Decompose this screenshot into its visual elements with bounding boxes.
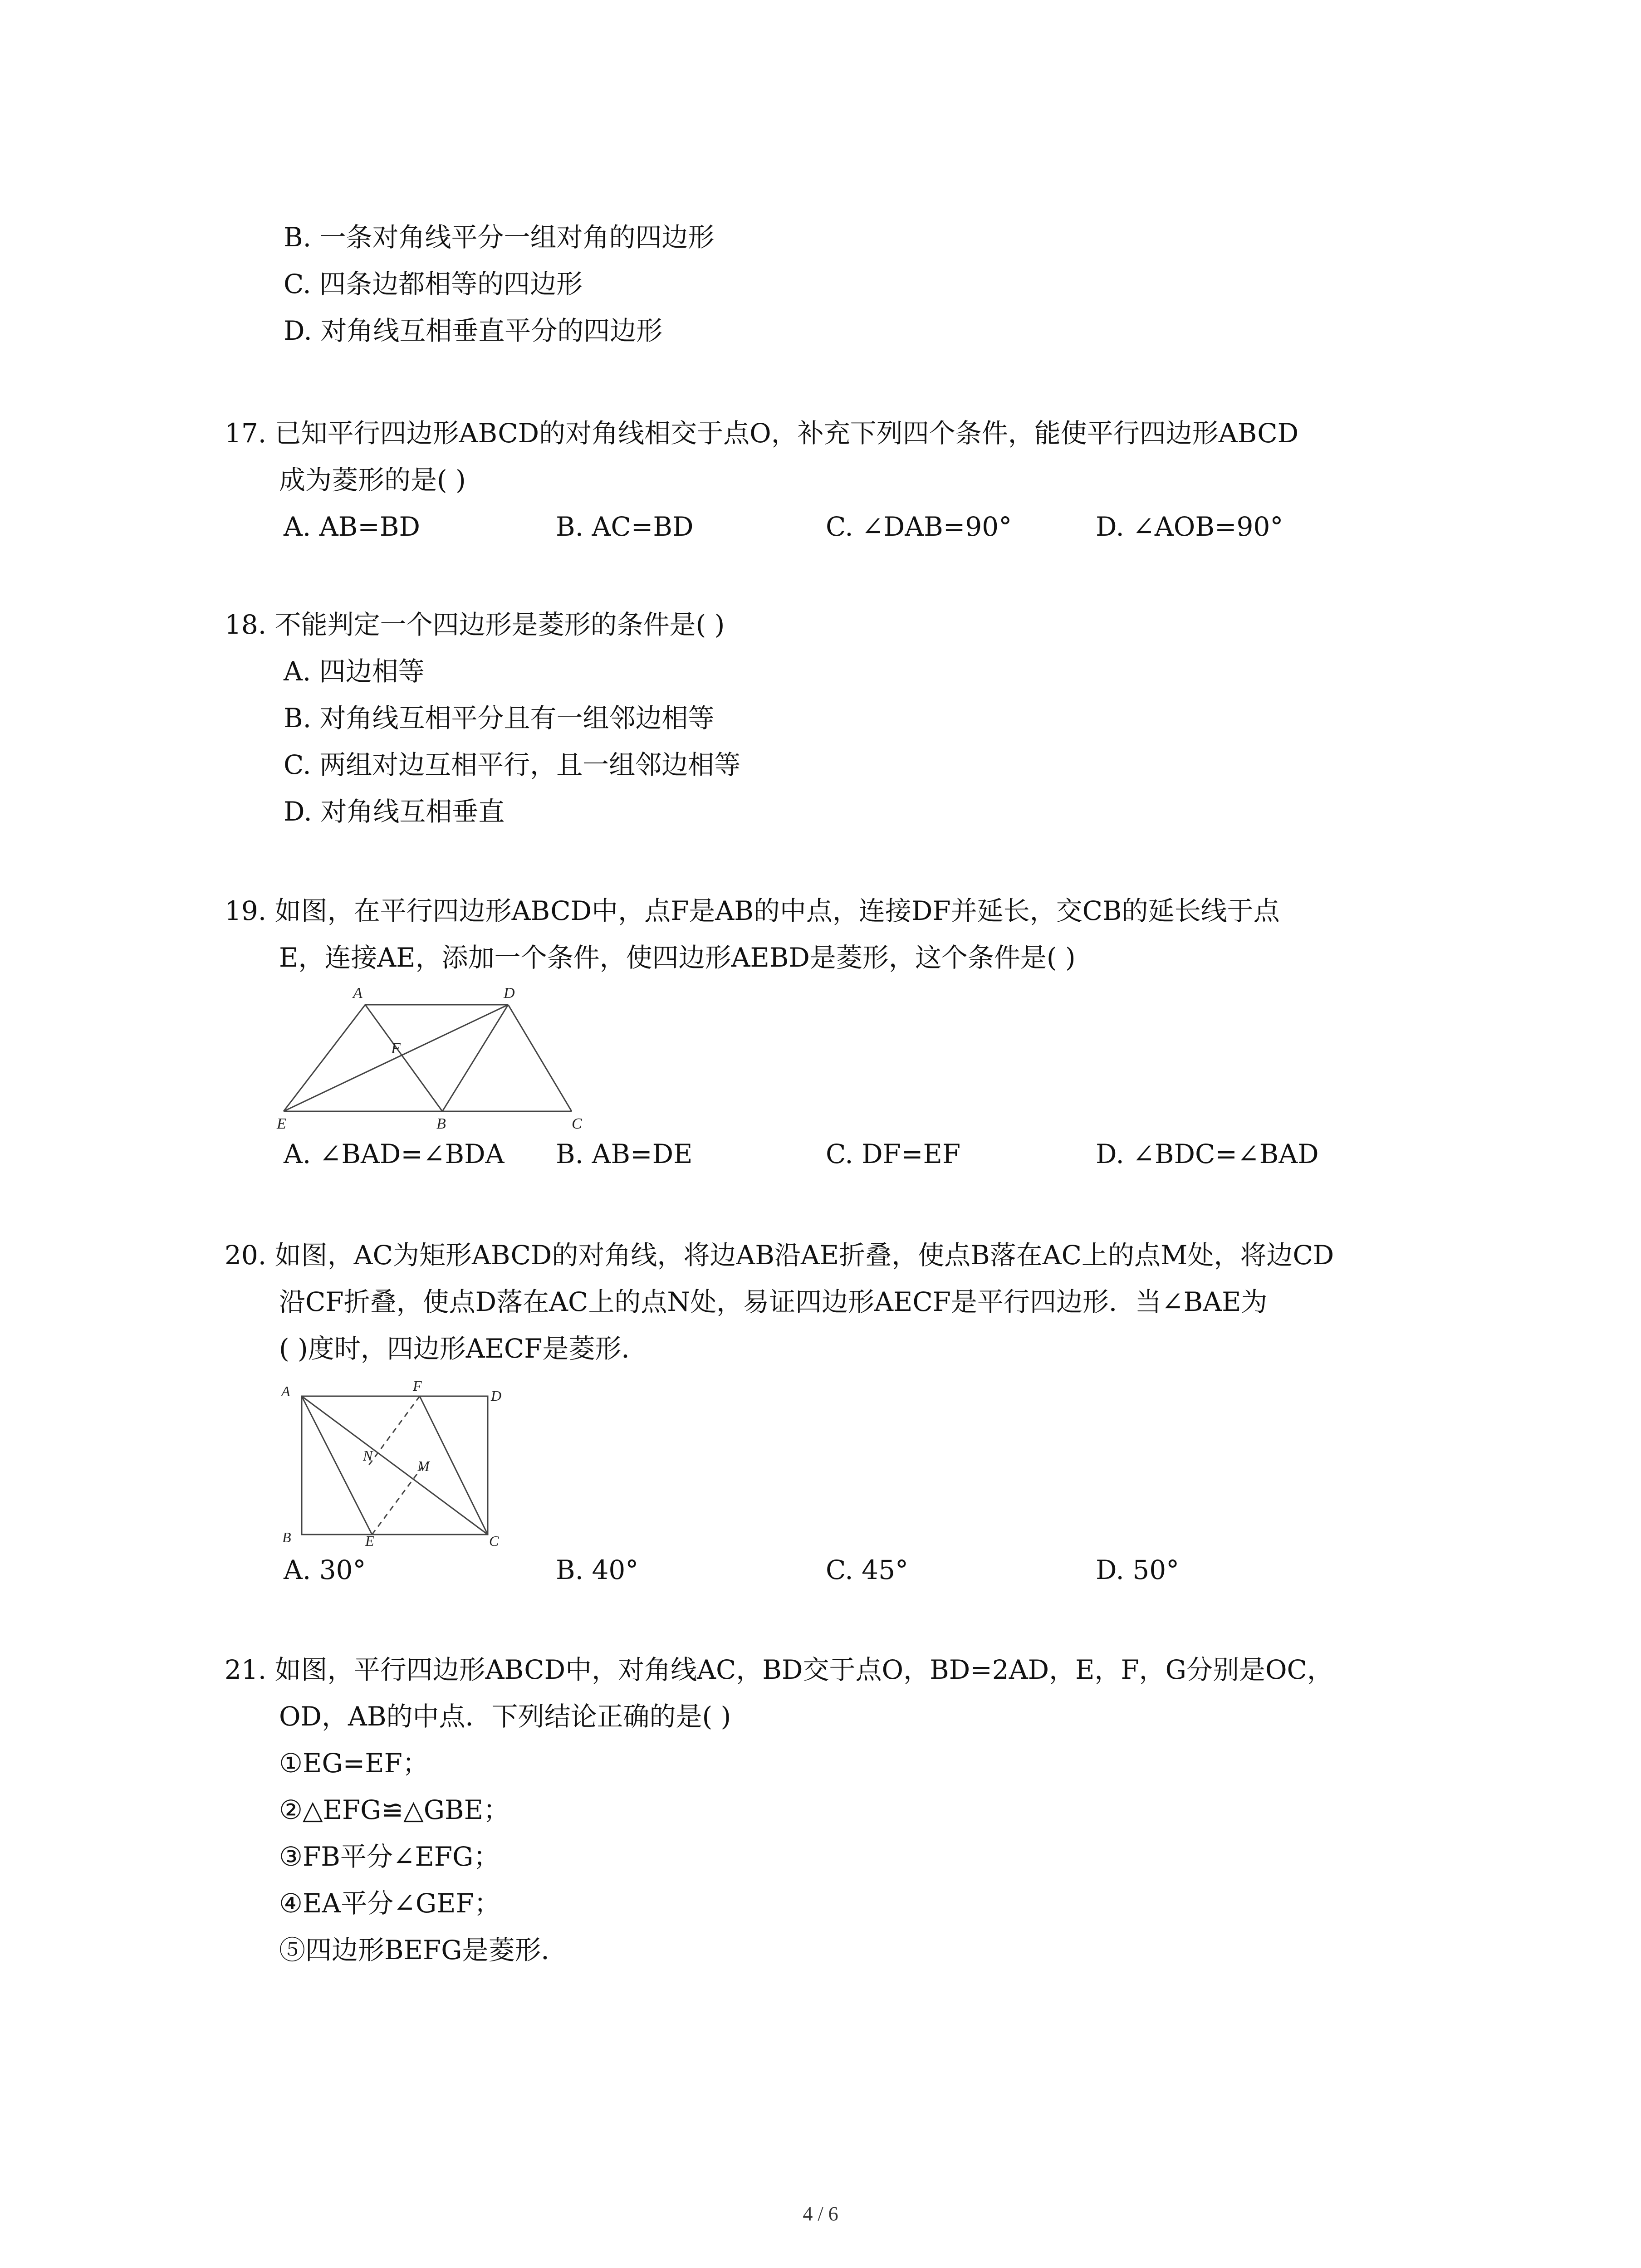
fig19-label-d: D (504, 985, 515, 1002)
fig19-label-a: A (353, 985, 362, 1002)
fig19-label-b: B (436, 1115, 446, 1132)
q17-option-d: D. ∠AOB=90° (1096, 511, 1283, 542)
q17-option-c: C. ∠DAB=90° (826, 511, 1012, 542)
text-line: D. 对角线互相垂直 (284, 796, 505, 827)
text-line: ②△EFG≌△GBE； (279, 1794, 510, 1825)
text-line: 17. 已知平行四边形ABCD的对角线相交于点O，补充下列四个条件，能使平行四边形ABCD (225, 418, 1299, 449)
q19-option-c: C. DF=EF (826, 1139, 961, 1169)
q20-option-a: A. 30° (284, 1554, 366, 1585)
q20-option-c: C. 45° (826, 1554, 908, 1585)
q17-option-a: A. AB=BD (284, 511, 420, 542)
text-line: B. 一条对角线平分一组对角的四边形 (284, 222, 715, 253)
text-line: D. 对角线互相垂直平分的四边形 (284, 315, 663, 346)
q20-figure (272, 1374, 508, 1547)
text-line: ①EG=EF； (279, 1748, 429, 1779)
text-line: 沿CF折叠，使点D落在AC上的点N处，易证四边形AECF是平行四边形．当∠BAE为 (279, 1286, 1268, 1317)
text-line: C. 四条边都相等的四边形 (284, 269, 583, 299)
text-line: ( )度时，四边形AECF是菱形． (279, 1333, 648, 1364)
text-line: OD，AB的中点．下列结论正确的是( ) (279, 1701, 731, 1732)
fig20-label-e: E (365, 1533, 374, 1547)
text-line: ⑤四边形BEFG是菱形． (279, 1935, 568, 1965)
text-line: B. 对角线互相平分且有一组邻边相等 (284, 703, 715, 733)
fig20-label-f: F (413, 1378, 422, 1394)
text-line: 成为菱形的是( ) (279, 464, 466, 495)
text-line: A. 四边相等 (284, 656, 425, 687)
text-line: 19. 如图，在平行四边形ABCD中，点F是AB的中点，连接DF并延长，交CB的延长线于点 (225, 895, 1280, 926)
fig20-label-b: B (282, 1529, 291, 1545)
fig19-label-f: F (391, 1040, 401, 1057)
text-line: ③FB平分∠EFG； (279, 1841, 500, 1872)
q19-figure (272, 975, 608, 1134)
fig19-label-e: E (277, 1115, 286, 1132)
fig20-label-m: M (417, 1458, 430, 1474)
fig20-label-d: D (491, 1388, 502, 1404)
page-number: 4 / 6 (803, 2203, 838, 2225)
fig20-label-c: C (489, 1533, 499, 1547)
q19-option-d: D. ∠BDC=∠BAD (1096, 1139, 1319, 1169)
text-line: 18. 不能判定一个四边形是菱形的条件是( ) (225, 609, 725, 640)
q19-option-a: A. ∠BAD=∠BDA (284, 1139, 505, 1169)
q17-option-b: B. AC=BD (556, 511, 694, 542)
text-line: 20. 如图，AC为矩形ABCD的对角线，将边AB沿AE折叠，使点B落在AC上的点M处，将边CD (225, 1240, 1334, 1271)
q19-option-b: B. AB=DE (556, 1139, 693, 1169)
q20-option-b: B. 40° (556, 1554, 639, 1585)
fig20-label-n: N (363, 1447, 373, 1464)
fig20-label-a: A (281, 1383, 290, 1399)
fig19-label-c: C (572, 1115, 582, 1132)
text-line: ④EA平分∠GEF； (279, 1888, 500, 1919)
text-line: 21. 如图，平行四边形ABCD中，对角线AC，BD交于点O，BD=2AD，E，F，G分别是OC， (225, 1654, 1333, 1685)
text-line: C. 两组对边互相平行，且一组邻边相等 (284, 749, 741, 780)
q20-option-d: D. 50° (1096, 1554, 1180, 1585)
text-line: E，连接AE，添加一个条件，使四边形AEBD是菱形，这个条件是( ) (279, 942, 1076, 973)
